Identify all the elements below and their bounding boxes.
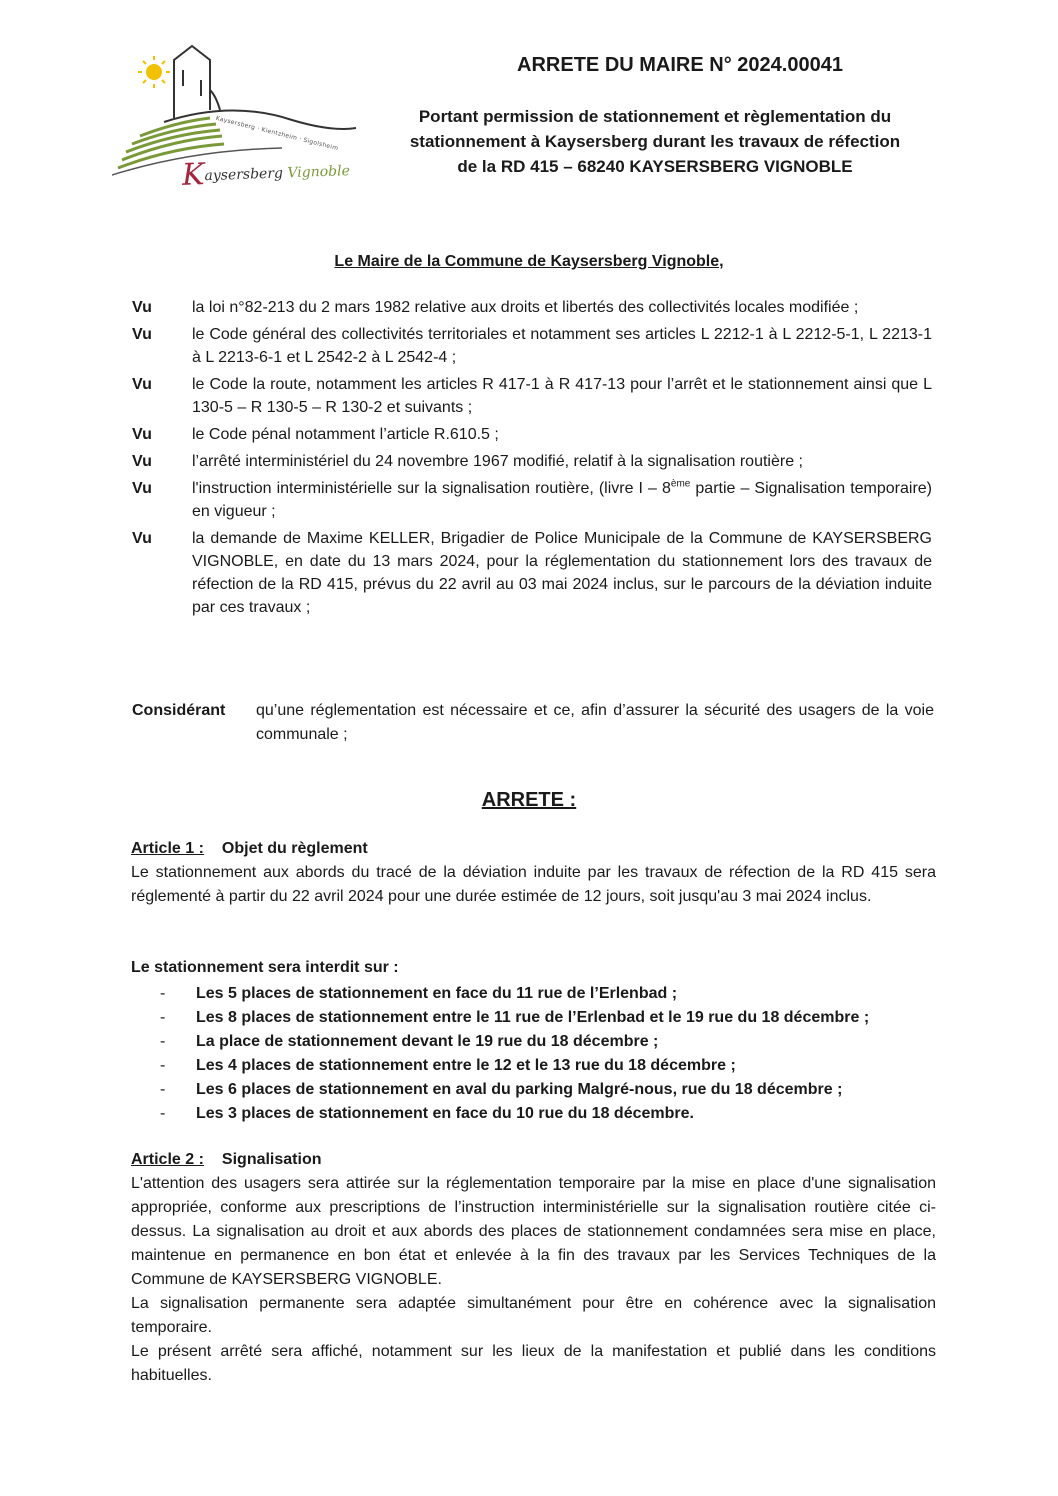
list-item	[160, 1006, 950, 1030]
list-dash: -	[160, 1081, 166, 1098]
mayor-heading: Le Maire de la Commune de Kaysersberg Vignoble,	[334, 253, 724, 270]
parking-ban-heading: Le stationnement sera interdit sur :	[131, 959, 399, 976]
vu-item	[132, 296, 932, 319]
sun-icon	[138, 56, 170, 88]
considerant-text: qu’une réglementation est nécessaire et ce, afin d’assurer la sécurité des usagers de la voie communale ;	[256, 702, 934, 743]
logo-tagline: Kaysersberg · Kientzheim · Sigolsheim	[215, 114, 340, 153]
list-item-text: Les 6 places de stationnement en aval du parking Malgré-nous, rue du 18 décembre ;	[196, 1081, 843, 1098]
article-label: Article 2 :	[131, 1151, 204, 1168]
article-text: Le stationnement aux abords du tracé de la déviation induite par les travaux de réfection de la RD 415 sera réglementé à partir du 22 avril 2024 pour une durée estimée de 12 jours, soit jusqu'au 3 mai 2024 inclus.	[131, 864, 936, 905]
vu-label: Vu	[132, 453, 152, 470]
vu-text: l’arrêté interministériel du 24 novembre 1967 modifié, relatif à la signalisation routière ;	[192, 453, 803, 470]
considerant-label: Considérant	[132, 702, 226, 719]
article-label: Article 1 :	[131, 840, 204, 857]
vu-label: Vu	[132, 299, 152, 316]
list-item-text: La place de stationnement devant le 19 rue du 18 décembre ;	[196, 1033, 659, 1050]
logo-initial: K	[181, 157, 206, 193]
article-paragraph: Le présent arrêté sera affiché, notamment sur les lieux de la manifestation et publié dans les conditions habituelles.	[131, 1343, 936, 1384]
list-item	[160, 1078, 950, 1102]
article-paragraph: L'attention des usagers sera attirée sur la réglementation temporaire par la mise en place d'une signalisation appropriée, conforme aux prescriptions de l’instruction interministérielle sur la signalisation routière citée ci-dessus. La signalisation au droit et aux abords des places de stationnement condamnées sera mise en place, maintenue en permanence en bon état et enlevée à la fin des travaux par les Services Techniques de la Commune de KAYSERSBERG VIGNOBLE.	[131, 1175, 936, 1288]
decree-number: ARRETE DU MAIRE N° 2024.00041	[517, 54, 843, 76]
vu-text	[192, 477, 932, 523]
list-item	[160, 1054, 950, 1078]
vu-item	[132, 450, 932, 473]
vu-item	[132, 477, 932, 523]
logo-wordmark	[181, 152, 350, 193]
article-title	[131, 837, 936, 861]
list-item	[160, 1030, 950, 1054]
vu-item	[132, 527, 932, 619]
vu-text: le Code général des collectivités territoriales et notamment ses articles L 2212-1 à L 2212-5-1, L 2213-1 à L 2213-6-1 et L 2542-2 à L 2542-4 ;	[192, 326, 932, 366]
superscript: ème	[670, 478, 691, 490]
vu-text: le Code la route, notamment les articles R 417-1 à R 417-13 pour l’arrêt et le stationnement ainsi que L 130-5 – R 130-5 – R 130-2 et suivants ;	[192, 376, 932, 416]
vu-item	[132, 323, 932, 369]
vu-text-part: l'instruction interministérielle sur la signalisation routière, (livre I – 8	[192, 480, 671, 497]
list-dash: -	[160, 1105, 166, 1122]
vu-list	[132, 296, 932, 623]
list-dash: -	[160, 1009, 166, 1026]
subject-line: stationnement à Kaysersberg durant les travaux de réfection	[409, 132, 901, 151]
list-item-text: Les 8 places de stationnement entre le 11 rue de l’Erlenbad et le 19 rue du 18 décembre ;	[196, 1009, 870, 1026]
castle-tower-icon	[164, 46, 356, 129]
subject-line: Portant permission de stationnement et règlementation du	[418, 107, 892, 126]
arrete-heading: ARRETE :	[481, 789, 577, 811]
vu-label: Vu	[132, 480, 152, 497]
vu-label: Vu	[132, 326, 152, 343]
article-2	[131, 1148, 936, 1388]
logo-word-1: aysersberg	[204, 165, 284, 185]
list-item	[160, 982, 950, 1006]
vu-label: Vu	[132, 376, 152, 393]
vu-label: Vu	[132, 426, 152, 443]
vu-text: le Code pénal notamment l’article R.610.5 ;	[192, 426, 499, 443]
parking-ban-list	[160, 982, 950, 1126]
vu-text-part: temporaire) en vigueur ;	[192, 480, 933, 520]
list-dash: -	[160, 1057, 166, 1074]
article-heading: Signalisation	[221, 1151, 322, 1168]
subject-line: de la RD 415 – 68240 KAYSERSBERG VIGNOBLE	[457, 157, 853, 176]
article-paragraph: La signalisation permanente sera adaptée simultanément pour être en cohérence avec la signalisation temporaire.	[131, 1295, 936, 1336]
vu-text: la demande de Maxime KELLER, Brigadier de Police Municipale de la Commune de KAYSERSBERG VIGNOBLE, en date du 13 mars 2024, pour la réglementation du stationnement lors des travaux de réfection de la RD 415, prévus du 22 avril au 03 mai 2024 inclus, sur le parcours de la déviation induite par ces travaux ;	[192, 530, 932, 616]
vu-item	[132, 423, 932, 446]
list-item	[160, 1102, 950, 1126]
list-item-text: Les 5 places de stationnement en face du 11 rue de l’Erlenbad ;	[196, 985, 678, 1002]
vu-text-part: partie – Signalisation	[690, 480, 846, 497]
vu-label: Vu	[132, 530, 152, 547]
decree-subject	[380, 104, 930, 179]
list-dash: -	[160, 1033, 166, 1050]
logo-word-2: Vignoble	[287, 163, 351, 182]
article-title	[131, 1148, 936, 1172]
article-1	[131, 837, 936, 909]
list-item-text: Les 3 places de stationnement en face du 10 rue du 18 décembre.	[196, 1105, 694, 1122]
vu-item	[132, 373, 932, 419]
considerant	[132, 699, 934, 747]
list-item-text: Les 4 places de stationnement entre le 12 et le 13 rue du 18 décembre ;	[196, 1057, 736, 1074]
list-dash: -	[160, 985, 166, 1002]
article-heading: Objet du règlement	[221, 840, 368, 857]
vu-text: la loi n°82-213 du 2 mars 1982 relative aux droits et libertés des collectivités locales modifiée ;	[192, 299, 859, 316]
